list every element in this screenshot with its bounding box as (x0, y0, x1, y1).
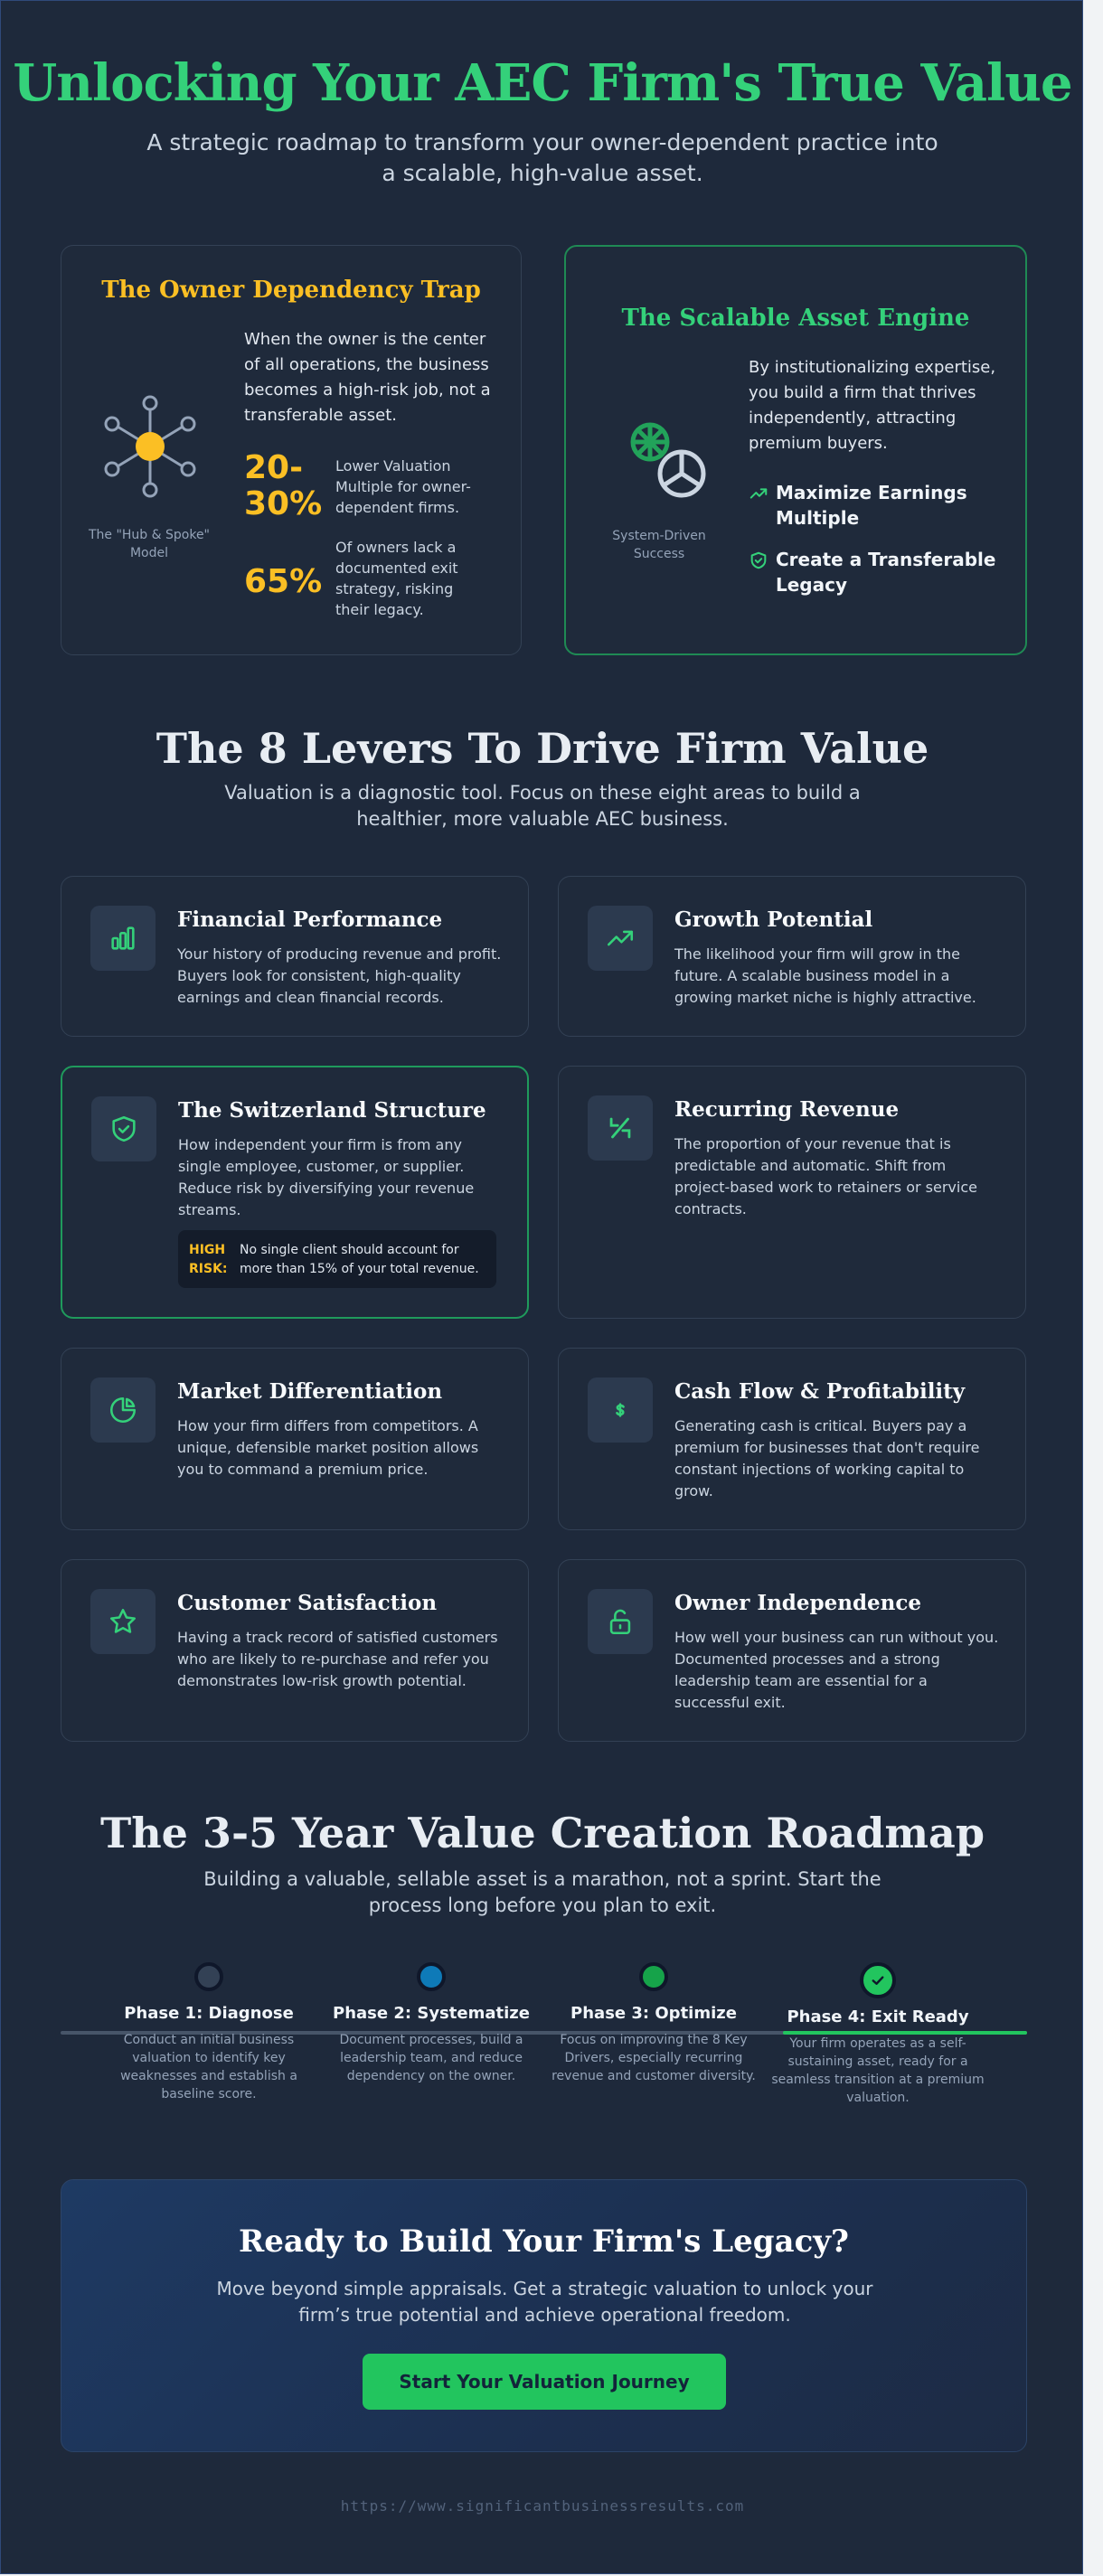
lever-title: Growth Potential (674, 907, 873, 932)
stat-text: Lower Valuation Multiple for owner-dependent firms. (335, 457, 471, 516)
phase-1-description: Conduct an initial business valuation to identify key weaknesses and establish a baseline score. (120, 2033, 297, 2101)
stat-text: Of owners lack a documented exit strategy, risking their legacy. (335, 539, 458, 618)
phase-3-marker (639, 1962, 668, 1991)
start-valuation-button[interactable]: Start Your Valuation Journey (363, 2354, 726, 2410)
lever-description: How well your business can run without you. Documented processes and a strong leadership team are essential for a successful exit. (674, 1629, 999, 1711)
lever-description: Generating cash is critical. Buyers pay a premium for businesses that don't require constant injections of working capital to grow. (674, 1417, 980, 1500)
phase-4-title: Phase 4: Exit Ready (787, 2007, 969, 2026)
scalable-engine-body: By institutionalizing expertise, you build a firm that thrives independently, attracting premium buyers. (749, 358, 996, 453)
cta-subtitle: Move beyond simple appraisals. Get a strategic valuation to unlock your firm’s true potential and achieve operational freedom. (216, 2278, 873, 2326)
roadmap-title: The 3-5 Year Value Creation Roadmap (99, 1809, 985, 1857)
lever-description: Having a track record of satisfied customers who are likely to re-purchase and refer you demonstrates low-risk growth potential. (177, 1629, 498, 1689)
stat-value: 65% (244, 563, 323, 600)
cta-title: Ready to Build Your Firm's Legacy? (239, 2223, 849, 2260)
phase-4-description: Your firm operates as a self-sustaining asset, ready for a seamless transition at a premium valuation. (771, 2036, 985, 2105)
levers-subtitle: Valuation is a diagnostic tool. Focus on these eight areas to build a healthier, more valuable AEC business. (224, 782, 861, 830)
phase-1-title: Phase 1: Diagnose (124, 2004, 294, 2023)
levers-title: The 8 Levers To Drive Firm Value (156, 724, 929, 773)
owner-dependency-body: When the owner is the center of all operations, the business becomes a high-risk job, not a transferable asset. (244, 330, 491, 425)
pie-chart-icon (90, 1377, 156, 1443)
owner-dependency-title: The Owner Dependency Trap (101, 277, 481, 304)
feature-legacy (749, 547, 1011, 597)
lever-title: Customer Satisfaction (177, 1591, 438, 1615)
scalable-engine-title: The Scalable Asset Engine (621, 305, 970, 332)
lever-title: Recurring Revenue (674, 1097, 900, 1122)
phase-2-description: Document processes, build a leadership team, and reduce dependency on the owner. (339, 2033, 523, 2083)
lever-title: Financial Performance (177, 907, 443, 932)
lever-description: Your history of producing revenue and profit. Buyers look for consistent, high-quality earnings and clean financial records. (177, 945, 502, 1006)
phase-3-title: Phase 3: Optimize (570, 2004, 737, 2023)
lever-card-cash-flow (558, 1348, 1026, 1530)
lever-description: The likelihood your firm will grow in the future. A scalable business model in a growing market niche is highly attractive. (674, 945, 976, 1006)
feature-maximize (749, 480, 1011, 531)
lever-card-customer-satisfaction (61, 1559, 529, 1742)
lever-card-owner-independence (558, 1559, 1026, 1742)
phase-2-title: Phase 2: Systematize (333, 2004, 530, 2023)
owner-dependency-card (61, 245, 522, 655)
lever-title: The Switzerland Structure (178, 1098, 486, 1123)
cta-panel (61, 2179, 1027, 2452)
trending-up-icon (749, 484, 776, 507)
check-icon (870, 1972, 886, 1988)
feature-label: Create a Transferable Legacy (776, 549, 996, 596)
lever-card-market-differentiation (61, 1348, 529, 1530)
lever-description: The proportion of your revenue that is predictable and automatic. Shift from project-based work to retainers or service contracts. (674, 1135, 977, 1217)
feature-label: Maximize Earnings Multiple (776, 482, 967, 529)
risk-label: HIGH RISK: (189, 1243, 228, 1276)
hub-spoke-icon (96, 392, 204, 501)
lever-card-switzerland-structure (61, 1066, 529, 1319)
lever-description: How independent your firm is from any single employee, customer, or supplier. Reduce risk by diversifying your revenue streams. (178, 1136, 475, 1218)
lever-title: Market Differentiation (177, 1379, 443, 1404)
gears-icon (618, 413, 718, 512)
risk-callout (178, 1230, 496, 1288)
bar-chart-icon (90, 906, 156, 971)
phase-1-marker (194, 1962, 223, 1991)
lever-card-recurring-revenue (558, 1066, 1026, 1319)
percent-icon (588, 1095, 653, 1161)
stat-value: 20-30% (244, 449, 323, 522)
roadmap-subtitle: Building a valuable, sellable asset is a marathon, not a sprint. Start the process long before you plan to exit. (203, 1868, 881, 1916)
footer-url[interactable]: https://www.significantbusinessresults.com (340, 2497, 745, 2515)
page-title: Unlocking Your AEC Firm's True Value (13, 53, 1072, 113)
star-icon (90, 1589, 156, 1654)
lever-card-financial-performance (61, 876, 529, 1037)
unlock-icon (588, 1589, 653, 1654)
phase-2-marker (417, 1962, 446, 1991)
shield-check-icon (749, 550, 776, 574)
trending-up-icon (588, 906, 653, 971)
hub-spoke-caption: The "Hub & Spoke" Model (88, 528, 211, 560)
phase-3-description: Focus on improving the 8 Key Drivers, especially recurring revenue and customer diversity. (552, 2033, 756, 2083)
system-driven-caption: System-Driven Success (612, 529, 706, 561)
page-subtitle: A strategic roadmap to transform your owner-dependent practice into a scalable, high-value asset. (146, 129, 938, 186)
scalable-engine-card (564, 245, 1027, 655)
dollar-icon (588, 1377, 653, 1443)
risk-text: No single client should account for more than 15% of your total revenue. (240, 1243, 479, 1276)
lever-title: Cash Flow & Profitability (674, 1379, 966, 1404)
lever-card-growth-potential (558, 876, 1026, 1037)
phase-4-marker (860, 1962, 896, 1998)
shield-check-icon (91, 1096, 156, 1161)
lever-description: How your firm differs from competitors. A unique, defensible market position allows you to command a premium price. (177, 1417, 479, 1478)
lever-title: Owner Independence (674, 1591, 922, 1615)
